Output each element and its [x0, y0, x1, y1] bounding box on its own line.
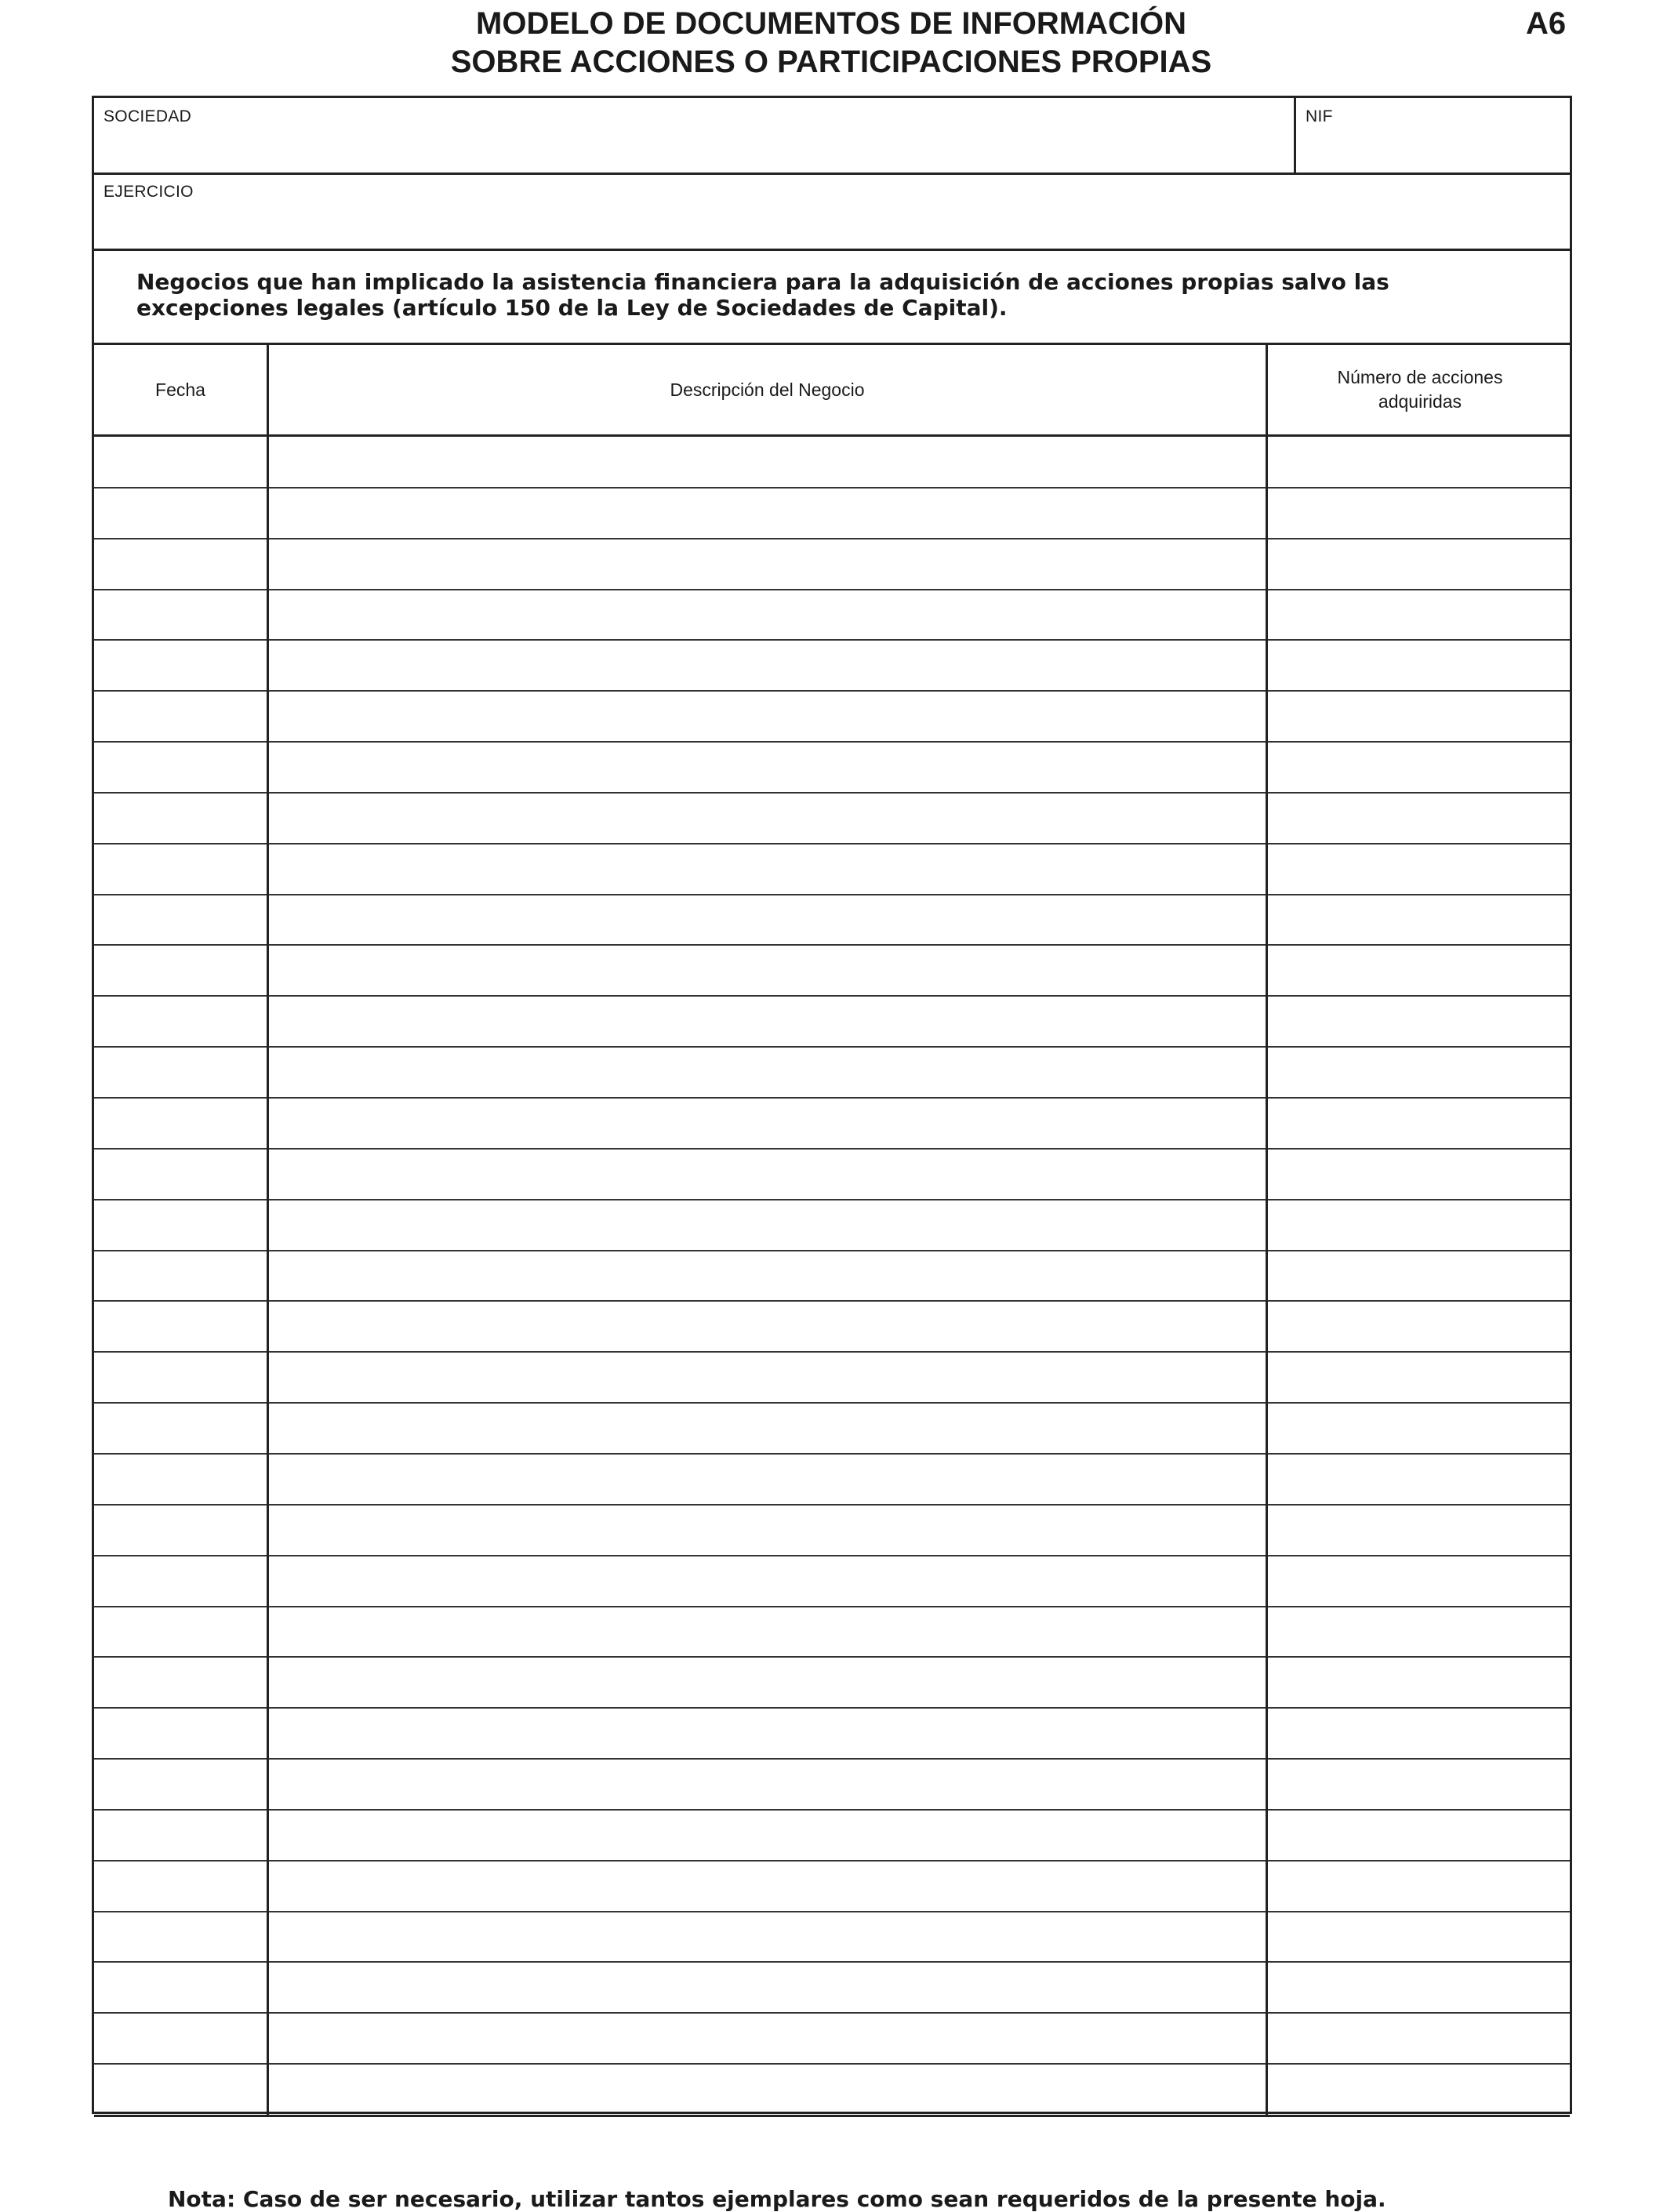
column-divider-descripcion	[1266, 343, 1268, 2115]
row-divider	[94, 1250, 1570, 1251]
numero-acciones-cell[interactable]	[1268, 2013, 1572, 2064]
numero-acciones-cell[interactable]	[1268, 1556, 1572, 1607]
row-divider	[94, 741, 1570, 743]
descripcion-cell[interactable]	[269, 1912, 1266, 1963]
descripcion-cell[interactable]	[269, 742, 1266, 793]
numero-acciones-cell[interactable]	[1268, 1657, 1572, 1708]
numero-acciones-cell[interactable]	[1268, 793, 1572, 844]
table-row	[94, 1251, 1570, 1302]
row-divider	[94, 2012, 1570, 2014]
row-divider	[94, 792, 1570, 794]
numero-acciones-cell[interactable]	[1268, 895, 1572, 946]
form-title-line2: SOBRE ACCIONES O PARTICIPACIONES PROPIAS	[450, 45, 1212, 79]
row-divider	[94, 1504, 1570, 1506]
descripcion-cell[interactable]	[269, 691, 1266, 742]
row-divider	[94, 2063, 1570, 2065]
table-row	[94, 1403, 1570, 1454]
nif-label: NIF	[1306, 107, 1333, 125]
table-row	[94, 1047, 1570, 1098]
row-divider	[94, 639, 1570, 641]
row-divider	[94, 1097, 1570, 1099]
table-row	[94, 590, 1570, 641]
table-row	[94, 640, 1570, 691]
form-frame	[92, 96, 1572, 2212]
table-row	[94, 1607, 1570, 1658]
numero-acciones-cell[interactable]	[1268, 1454, 1572, 1505]
numero-acciones-cell[interactable]	[1268, 1047, 1572, 1098]
descripcion-cell[interactable]	[269, 1454, 1266, 1505]
column-divider-fecha	[267, 343, 269, 2115]
fecha-cell[interactable]	[94, 1403, 267, 1454]
fecha-cell[interactable]	[94, 1047, 267, 1098]
row-divider	[94, 1961, 1570, 1963]
descripcion-cell[interactable]	[269, 1403, 1266, 1454]
table-row	[94, 1149, 1570, 1200]
fecha-cell[interactable]	[94, 1759, 267, 1810]
fecha-cell[interactable]	[94, 539, 267, 590]
row-divider	[94, 1656, 1570, 1658]
row-divider	[94, 894, 1570, 895]
numero-acciones-cell[interactable]	[1268, 1607, 1572, 1658]
table-row	[94, 742, 1570, 793]
table-row	[94, 539, 1570, 590]
row-divider	[94, 589, 1570, 590]
table-row	[94, 1810, 1570, 1861]
descripcion-cell[interactable]	[269, 1301, 1266, 1352]
table-row	[94, 1861, 1570, 1912]
fecha-cell[interactable]	[94, 2064, 267, 2115]
table-row	[94, 1912, 1570, 1963]
table-row	[94, 945, 1570, 996]
nif-field[interactable]	[1296, 98, 1572, 173]
descripcion-cell[interactable]	[269, 844, 1266, 895]
fecha-cell[interactable]	[94, 1962, 267, 2013]
row-divider	[94, 1860, 1570, 1861]
fecha-cell[interactable]	[94, 2013, 267, 2064]
fecha-cell[interactable]	[94, 1098, 267, 1149]
row-divider	[94, 1911, 1570, 1912]
fecha-cell[interactable]	[94, 1149, 267, 1200]
row-divider	[94, 1555, 1570, 1556]
ejercicio-field[interactable]	[94, 175, 1570, 249]
table-row	[94, 1657, 1570, 1708]
fecha-cell[interactable]	[94, 1352, 267, 1403]
fecha-cell[interactable]	[94, 1454, 267, 1505]
fecha-cell[interactable]	[94, 1301, 267, 1352]
numero-acciones-cell[interactable]	[1268, 945, 1572, 996]
fecha-cell[interactable]	[94, 1607, 267, 1658]
descripcion-cell[interactable]	[269, 1098, 1266, 1149]
sociedad-label: SOCIEDAD	[104, 107, 192, 125]
numero-acciones-cell[interactable]	[1268, 590, 1572, 641]
table-row	[94, 1708, 1570, 1759]
fecha-cell[interactable]	[94, 1861, 267, 1912]
row-divider	[94, 1453, 1570, 1455]
fecha-cell[interactable]	[94, 1657, 267, 1708]
descripcion-cell[interactable]	[269, 539, 1266, 590]
numero-acciones-cell[interactable]	[1268, 539, 1572, 590]
descripcion-cell[interactable]	[269, 793, 1266, 844]
descripcion-cell[interactable]	[269, 996, 1266, 1047]
descripcion-cell[interactable]	[269, 945, 1266, 996]
table-row	[94, 488, 1570, 539]
row-divider	[94, 538, 1570, 539]
descripcion-cell[interactable]	[269, 2064, 1266, 2115]
ejercicio-label: EJERCICIO	[104, 183, 194, 201]
descripcion-cell[interactable]	[269, 437, 1266, 488]
numero-acciones-cell[interactable]	[1268, 1200, 1572, 1251]
numero-acciones-cell[interactable]	[1268, 1352, 1572, 1403]
row-divider	[94, 944, 1570, 946]
section-heading: Negocios que han implicado la asistencia financiera para la adquisición de acciones propias salvo las excepciones legales (artículo 150 de la Ley de Sociedades de Capital).	[136, 269, 1389, 321]
form-title-line1: MODELO DE DOCUMENTOS DE INFORMACIÓN	[476, 6, 1186, 41]
fecha-cell[interactable]	[94, 1810, 267, 1861]
table-row	[94, 793, 1570, 844]
form-title	[314, 5, 1349, 82]
fecha-cell[interactable]	[94, 844, 267, 895]
numero-acciones-cell[interactable]	[1268, 1912, 1572, 1963]
row-divider	[94, 690, 1570, 692]
descripcion-cell[interactable]	[269, 590, 1266, 641]
descripcion-cell[interactable]	[269, 1505, 1266, 1556]
numero-acciones-cell[interactable]	[1268, 1251, 1572, 1302]
table-row	[94, 1556, 1570, 1607]
numero-acciones-cell[interactable]	[1268, 1301, 1572, 1352]
numero-acciones-cell[interactable]	[1268, 640, 1572, 691]
numero-acciones-cell[interactable]	[1268, 1505, 1572, 1556]
fecha-cell[interactable]	[94, 1505, 267, 1556]
row-divider	[94, 1046, 1570, 1048]
numero-acciones-cell[interactable]	[1268, 1962, 1572, 2013]
numero-acciones-cell[interactable]	[1268, 742, 1572, 793]
descripcion-cell[interactable]	[269, 1759, 1266, 1810]
fecha-cell[interactable]	[94, 1708, 267, 1759]
fecha-cell[interactable]	[94, 437, 267, 488]
divider-line	[94, 249, 1570, 251]
descripcion-cell[interactable]	[269, 640, 1266, 691]
row-divider	[94, 1300, 1570, 1302]
descripcion-cell[interactable]	[269, 1200, 1266, 1251]
table-row	[94, 2013, 1570, 2064]
table-row	[94, 1454, 1570, 1505]
descripcion-cell[interactable]	[269, 2013, 1266, 2064]
numero-acciones-cell[interactable]	[1268, 1149, 1572, 1200]
table-row	[94, 1352, 1570, 1403]
form-code: A6	[1526, 6, 1567, 41]
descripcion-cell[interactable]	[269, 1607, 1266, 1658]
descripcion-cell[interactable]	[269, 1962, 1266, 2013]
row-divider	[94, 1402, 1570, 1404]
table-row	[94, 1759, 1570, 1810]
descripcion-cell[interactable]	[269, 1352, 1266, 1403]
descripcion-cell[interactable]	[269, 895, 1266, 946]
row-divider	[94, 1606, 1570, 1607]
numero-acciones-cell[interactable]	[1268, 691, 1572, 742]
numero-acciones-cell[interactable]	[1268, 844, 1572, 895]
column-header-fecha: Fecha	[155, 379, 205, 400]
fecha-cell[interactable]	[94, 691, 267, 742]
numero-acciones-cell[interactable]	[1268, 488, 1572, 539]
table-row	[94, 2064, 1570, 2115]
fecha-cell[interactable]	[94, 640, 267, 691]
descripcion-cell[interactable]	[269, 488, 1266, 539]
fecha-cell[interactable]	[94, 742, 267, 793]
table-row	[94, 1301, 1570, 1352]
fecha-cell[interactable]	[94, 1200, 267, 1251]
numero-acciones-cell[interactable]	[1268, 1810, 1572, 1861]
fecha-cell[interactable]	[94, 793, 267, 844]
table-row	[94, 895, 1570, 946]
fecha-cell[interactable]	[94, 590, 267, 641]
descripcion-cell[interactable]	[269, 1251, 1266, 1302]
table-row	[94, 437, 1570, 488]
descripcion-cell[interactable]	[269, 1149, 1266, 1200]
fecha-cell[interactable]	[94, 1251, 267, 1302]
fecha-cell[interactable]	[94, 996, 267, 1047]
table-row	[94, 1200, 1570, 1251]
sociedad-field[interactable]	[94, 98, 1294, 173]
table-bottom-line	[94, 2115, 1570, 2117]
fecha-cell[interactable]	[94, 945, 267, 996]
column-header-descripcion: Descripción del Negocio	[670, 379, 865, 400]
descripcion-cell[interactable]	[269, 1556, 1266, 1607]
numero-acciones-cell[interactable]	[1268, 996, 1572, 1047]
fecha-cell[interactable]	[94, 895, 267, 946]
row-divider	[94, 1351, 1570, 1353]
fecha-cell[interactable]	[94, 488, 267, 539]
descripcion-cell[interactable]	[269, 1047, 1266, 1098]
table-row	[94, 1962, 1570, 2013]
descripcion-cell[interactable]	[269, 1657, 1266, 1708]
table-row	[94, 1098, 1570, 1149]
descripcion-cell[interactable]	[269, 1708, 1266, 1759]
row-divider	[94, 1199, 1570, 1200]
table-row	[94, 996, 1570, 1047]
table-row	[94, 691, 1570, 742]
numero-acciones-cell[interactable]	[1268, 1861, 1572, 1912]
table-row	[94, 1505, 1570, 1556]
row-divider	[94, 487, 1570, 489]
numero-acciones-cell[interactable]	[1268, 1708, 1572, 1759]
fecha-cell[interactable]	[94, 1912, 267, 1963]
numero-acciones-cell[interactable]	[1268, 1403, 1572, 1454]
numero-acciones-cell[interactable]	[1268, 2064, 1572, 2115]
row-divider	[94, 843, 1570, 844]
fecha-cell[interactable]	[94, 1556, 267, 1607]
row-divider	[94, 995, 1570, 997]
numero-acciones-cell[interactable]	[1268, 437, 1572, 488]
numero-acciones-cell[interactable]	[1268, 1759, 1572, 1810]
numero-acciones-cell[interactable]	[1268, 1098, 1572, 1149]
descripcion-cell[interactable]	[269, 1810, 1266, 1861]
descripcion-cell[interactable]	[269, 1861, 1266, 1912]
footer-note: Nota: Caso de ser necesario, utilizar tantos ejemplares como sean requeridos de la presente hoja.	[168, 2186, 1386, 2212]
column-header-numero-acciones: Número de acciones adquiridas	[1337, 367, 1503, 412]
row-divider	[94, 1809, 1570, 1811]
table-row	[94, 844, 1570, 895]
row-divider	[94, 1758, 1570, 1760]
row-divider	[94, 1707, 1570, 1709]
row-divider	[94, 1148, 1570, 1150]
